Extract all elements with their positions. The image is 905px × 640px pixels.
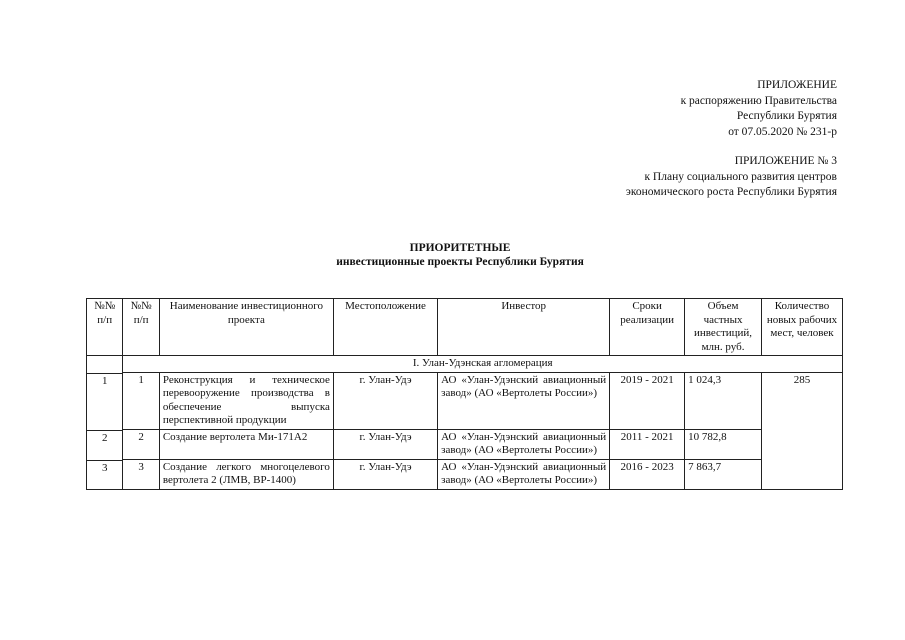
- project-period: 2019 - 2021: [610, 372, 685, 429]
- appendix-heading-3: ПРИЛОЖЕНИЕ № 3: [734, 155, 837, 167]
- appendix-line: к распоряжению Правительства: [680, 94, 837, 107]
- row-divider: [87, 460, 122, 461]
- appendix-date-number: от 07.05.2020 № 231-р: [728, 125, 837, 138]
- header-cell: №№ п/п: [123, 299, 159, 356]
- header-cell: Объем частных инвестиций, млн. руб.: [685, 299, 762, 356]
- header-cell: Местоположение: [333, 299, 437, 356]
- table-row: [87, 429, 843, 459]
- project-location: г. Улан-Удэ: [333, 372, 437, 429]
- table-cell-empty: [87, 356, 123, 490]
- document-title: [0, 241, 905, 269]
- row-number: 2: [123, 429, 159, 459]
- table-header-row: [87, 299, 843, 356]
- table-row: [87, 372, 843, 429]
- project-name: Создание легкого многоцелевого вертолета 2 (ЛМВ, ВР-1400): [159, 459, 333, 489]
- row-number: 1: [123, 372, 159, 429]
- project-period: 2011 - 2021: [610, 429, 685, 459]
- project-investor: АО «Улан-Удэнский авиационный завод» (АО «Вертолеты России»): [438, 429, 610, 459]
- header-cell: Инвестор: [438, 299, 610, 356]
- header-cell: Наименование инвестиционного проекта: [159, 299, 333, 356]
- row-number: 3: [123, 459, 159, 489]
- appendix-heading: ПРИЛОЖЕНИЕ: [757, 79, 837, 91]
- project-location: г. Улан-Удэ: [333, 429, 437, 459]
- section-title: I. Улан-Удэнская агломерация: [123, 356, 843, 373]
- project-investment: 10 782,8: [685, 429, 762, 459]
- row-divider: [87, 373, 122, 374]
- appendix-block-order: [626, 78, 837, 201]
- appendix-line: к Плану социального развития центров: [644, 170, 837, 183]
- section-row: [87, 356, 843, 373]
- header-cell: №№ п/п: [87, 299, 123, 356]
- table-row: [87, 459, 843, 489]
- header-cell: Количество новых рабочих мест, человек: [761, 299, 842, 356]
- row-number: 2: [101, 432, 108, 444]
- project-name: Реконструкция и техническое перевооружение производства в обеспечение выпуска перспективной продукции: [159, 372, 333, 429]
- header-cell: Сроки реализации: [610, 299, 685, 356]
- new-jobs-count: 285: [761, 372, 842, 489]
- title-line-2: инвестиционные проекты Республики Бурятия: [336, 256, 584, 268]
- project-investor: АО «Улан-Удэнский авиационный завод» (АО «Вертолеты России»): [438, 372, 610, 429]
- appendix-line: экономического роста Республики Бурятия: [625, 186, 837, 198]
- appendix-line: Республики Бурятия: [736, 110, 837, 122]
- row-divider: [87, 430, 122, 431]
- project-investment: 7 863,7: [685, 459, 762, 489]
- projects-table: [86, 298, 843, 490]
- project-investment: 1 024,3: [685, 372, 762, 429]
- project-name: Создание вертолета Ми-171А2: [159, 429, 333, 459]
- title-line-1: ПРИОРИТЕТНЫЕ: [409, 242, 511, 254]
- row-number: 1: [101, 375, 108, 387]
- project-period: 2016 - 2023: [610, 459, 685, 489]
- project-investor: АО «Улан-Удэнский авиационный завод» (АО «Вертолеты России»): [438, 459, 610, 489]
- project-location: г. Улан-Удэ: [333, 459, 437, 489]
- row-number: 3: [101, 462, 108, 474]
